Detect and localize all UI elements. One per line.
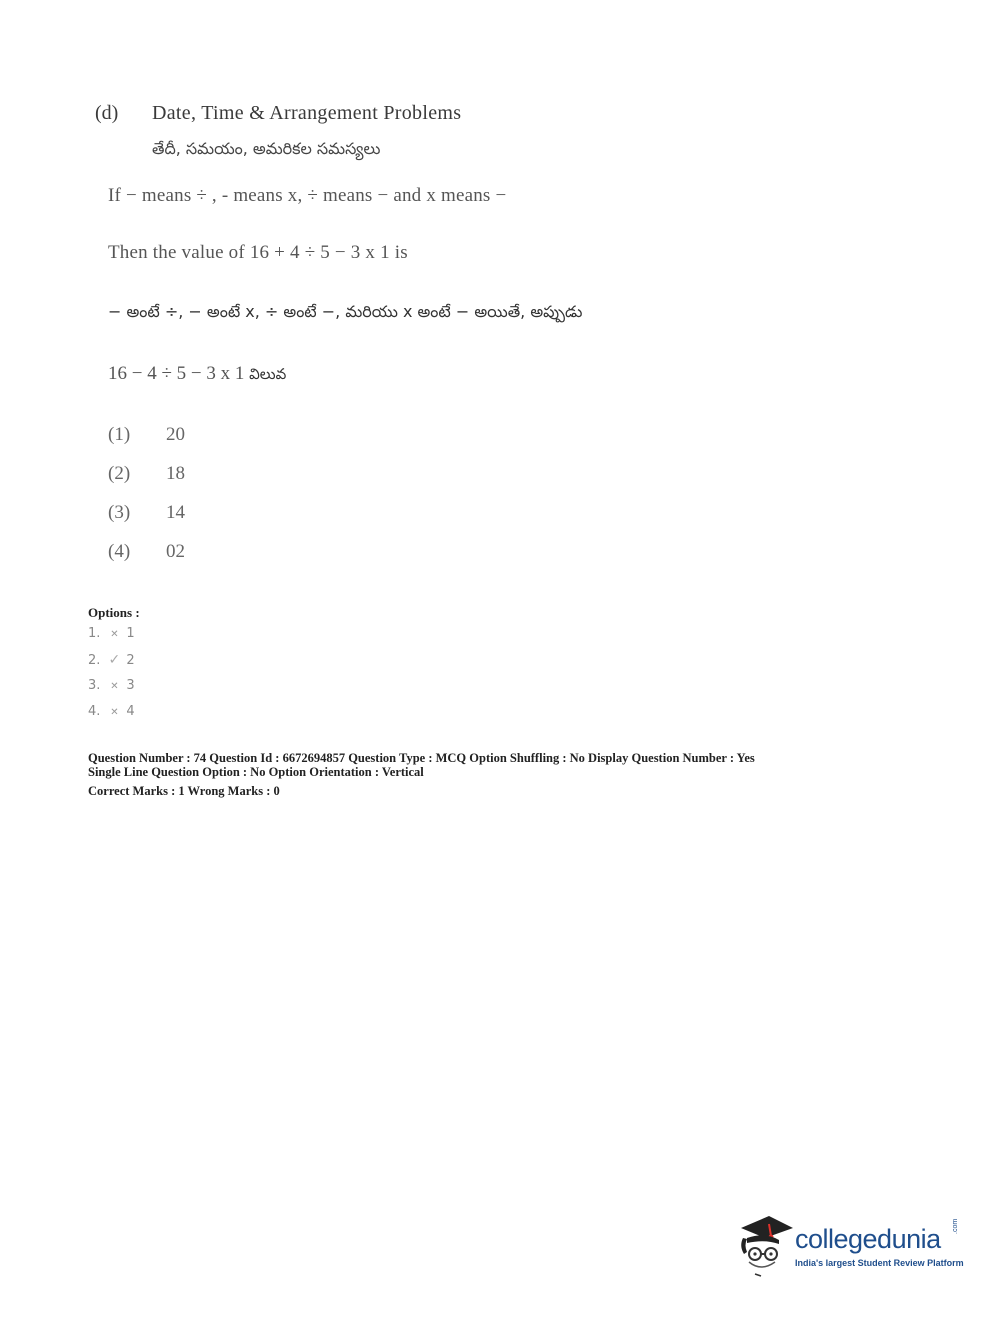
section-label: (d) — [95, 102, 119, 124]
option-index: 2. — [88, 653, 101, 668]
option-value: 3 — [126, 678, 135, 693]
question-line-english-1: If − means ÷ , - means x, ÷ means − and x means − — [108, 185, 507, 206]
option-index: 4. — [88, 704, 101, 719]
option-item — [88, 652, 135, 668]
question-line-english-2: Then the value of 16 + 4 ÷ 5 − 3 x 1 is — [108, 242, 408, 263]
option-index: 1. — [88, 626, 101, 641]
option-value: 2 — [126, 653, 135, 668]
choice-value: 14 — [166, 502, 185, 523]
question-meta-line-3: Correct Marks : 1 Wrong Marks : 0 — [88, 784, 280, 798]
mascot-icon — [735, 1212, 795, 1282]
choice-item — [108, 502, 185, 524]
question-expression: 16 − 4 ÷ 5 − 3 x 1 — [108, 363, 245, 384]
option-index: 3. — [88, 678, 101, 693]
choice-value: 20 — [166, 424, 185, 445]
cross-icon: ✕ — [110, 707, 119, 718]
choice-number: (1) — [108, 424, 131, 445]
collegedunia-logo — [735, 1212, 965, 1282]
cross-icon: ✕ — [110, 681, 119, 692]
section-title: Date, Time & Arrangement Problems — [152, 102, 462, 124]
option-item — [88, 678, 135, 693]
section-title-telugu: తేదీ, సమయం, అమరికల సమస్యలు — [152, 139, 381, 158]
choice-number: (4) — [108, 541, 131, 562]
choice-number: (3) — [108, 502, 131, 523]
check-icon: ✓ — [108, 652, 121, 668]
choice-number: (2) — [108, 463, 131, 484]
choice-value: 02 — [166, 541, 185, 562]
question-line-telugu-2 — [108, 363, 286, 387]
option-item — [88, 626, 135, 641]
question-telugu-word: విలువ — [249, 365, 287, 383]
option-item — [88, 704, 135, 719]
cross-icon: ✕ — [110, 629, 119, 640]
question-meta-line-1: Question Number : 74 Question Id : 6672694857 Question Type : MCQ Option Shuffling : No Display Question Number : Yes — [88, 751, 755, 765]
logo-suffix: .com — [952, 1218, 959, 1234]
logo-tagline: India's largest Student Review Platform — [795, 1258, 964, 1268]
option-value: 4 — [126, 704, 135, 719]
question-line-telugu-1: − అంటే ÷, − అంటే x, ÷ అంటే −, మరియు x అంటే − అయితే, అప్పుడు — [108, 302, 583, 321]
option-value: 1 — [126, 626, 135, 641]
choice-item — [108, 541, 185, 563]
choice-value: 18 — [166, 463, 185, 484]
question-meta-line-2: Single Line Question Option : No Option Orientation : Vertical — [88, 765, 424, 779]
logo-wordmark: collegedunia — [795, 1224, 941, 1254]
choice-item — [108, 463, 185, 485]
choice-item — [108, 424, 185, 446]
options-heading: Options : — [88, 605, 140, 620]
